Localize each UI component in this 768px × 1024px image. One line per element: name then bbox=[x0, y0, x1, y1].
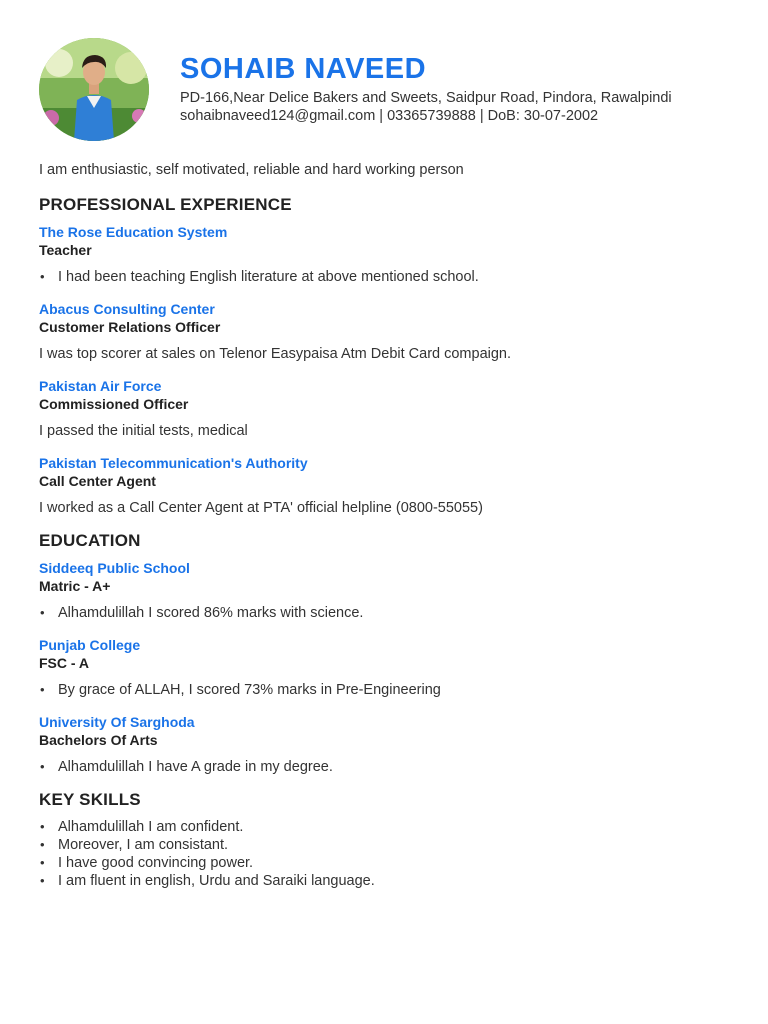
job-description: I worked as a Call Center Agent at PTA' official helpline (0800-55055) bbox=[39, 500, 483, 516]
bullet-item: • Alhamdulillah I have A grade in my degree. bbox=[39, 758, 739, 776]
employer-name: Pakistan Telecommunication's Authority bbox=[39, 455, 308, 471]
institution-name: Punjab College bbox=[39, 637, 141, 653]
resume-header bbox=[39, 38, 739, 142]
job-title: Customer Relations Officer bbox=[39, 319, 221, 335]
skills-list bbox=[39, 818, 739, 890]
employer-name: The Rose Education System bbox=[39, 224, 228, 240]
bullet-list bbox=[39, 681, 739, 699]
institution-name: University Of Sarghoda bbox=[39, 714, 195, 730]
experience-entry bbox=[39, 300, 739, 363]
resume-body bbox=[39, 161, 739, 894]
skill-item: • I have good convincing power. bbox=[39, 854, 739, 872]
institution-name: Siddeeq Public School bbox=[39, 560, 190, 576]
skills-section bbox=[39, 790, 739, 890]
candidate-name: SOHAIB NAVEED bbox=[180, 53, 427, 85]
skill-item: • Moreover, I am consistant. bbox=[39, 836, 739, 854]
experience-entry bbox=[39, 223, 739, 286]
job-description: I was top scorer at sales on Telenor Easypaisa Atm Debit Card compaign. bbox=[39, 346, 512, 362]
job-description: I passed the initial tests, medical bbox=[39, 423, 248, 439]
skill-item: • I am fluent in english, Urdu and Saraiki language. bbox=[39, 872, 739, 890]
person-photo-icon bbox=[39, 38, 149, 141]
qualification: Bachelors Of Arts bbox=[39, 732, 158, 748]
section-title-skills: KEY SKILLS bbox=[39, 790, 141, 809]
bullet-item: • By grace of ALLAH, I scored 73% marks in Pre-Engineering bbox=[39, 681, 739, 699]
job-title: Teacher bbox=[39, 242, 92, 258]
bullet-list bbox=[39, 758, 739, 776]
experience-entry bbox=[39, 377, 739, 440]
summary-text: I am enthusiastic, self motivated, reliable and hard working person bbox=[39, 162, 464, 178]
job-title: Call Center Agent bbox=[39, 473, 156, 489]
qualification: Matric - A+ bbox=[39, 578, 111, 594]
education-entry bbox=[39, 713, 739, 776]
section-title-education: EDUCATION bbox=[39, 531, 141, 550]
job-title: Commissioned Officer bbox=[39, 396, 189, 412]
experience-section bbox=[39, 195, 739, 517]
address-line: PD-166,Near Delice Bakers and Sweets, Saidpur Road, Pindora, Rawalpindi bbox=[180, 90, 672, 106]
contact-line: sohaibnaveed124@gmail.com | 03365739888 | DoB: 30-07-2002 bbox=[180, 108, 599, 124]
skill-item: • Alhamdulillah I am confident. bbox=[39, 818, 739, 836]
education-section bbox=[39, 531, 739, 776]
education-entry bbox=[39, 636, 739, 699]
experience-entry bbox=[39, 454, 739, 517]
section-title-experience: PROFESSIONAL EXPERIENCE bbox=[39, 195, 292, 214]
education-entry bbox=[39, 559, 739, 622]
profile-photo bbox=[39, 38, 149, 141]
employer-name: Pakistan Air Force bbox=[39, 378, 162, 394]
employer-name: Abacus Consulting Center bbox=[39, 301, 215, 317]
qualification: FSC - A bbox=[39, 655, 90, 671]
bullet-item: • Alhamdulillah I scored 86% marks with science. bbox=[39, 604, 739, 622]
bullet-list bbox=[39, 604, 739, 622]
bullet-list bbox=[39, 268, 739, 286]
bullet-item: • I had been teaching English literature at above mentioned school. bbox=[39, 268, 739, 286]
